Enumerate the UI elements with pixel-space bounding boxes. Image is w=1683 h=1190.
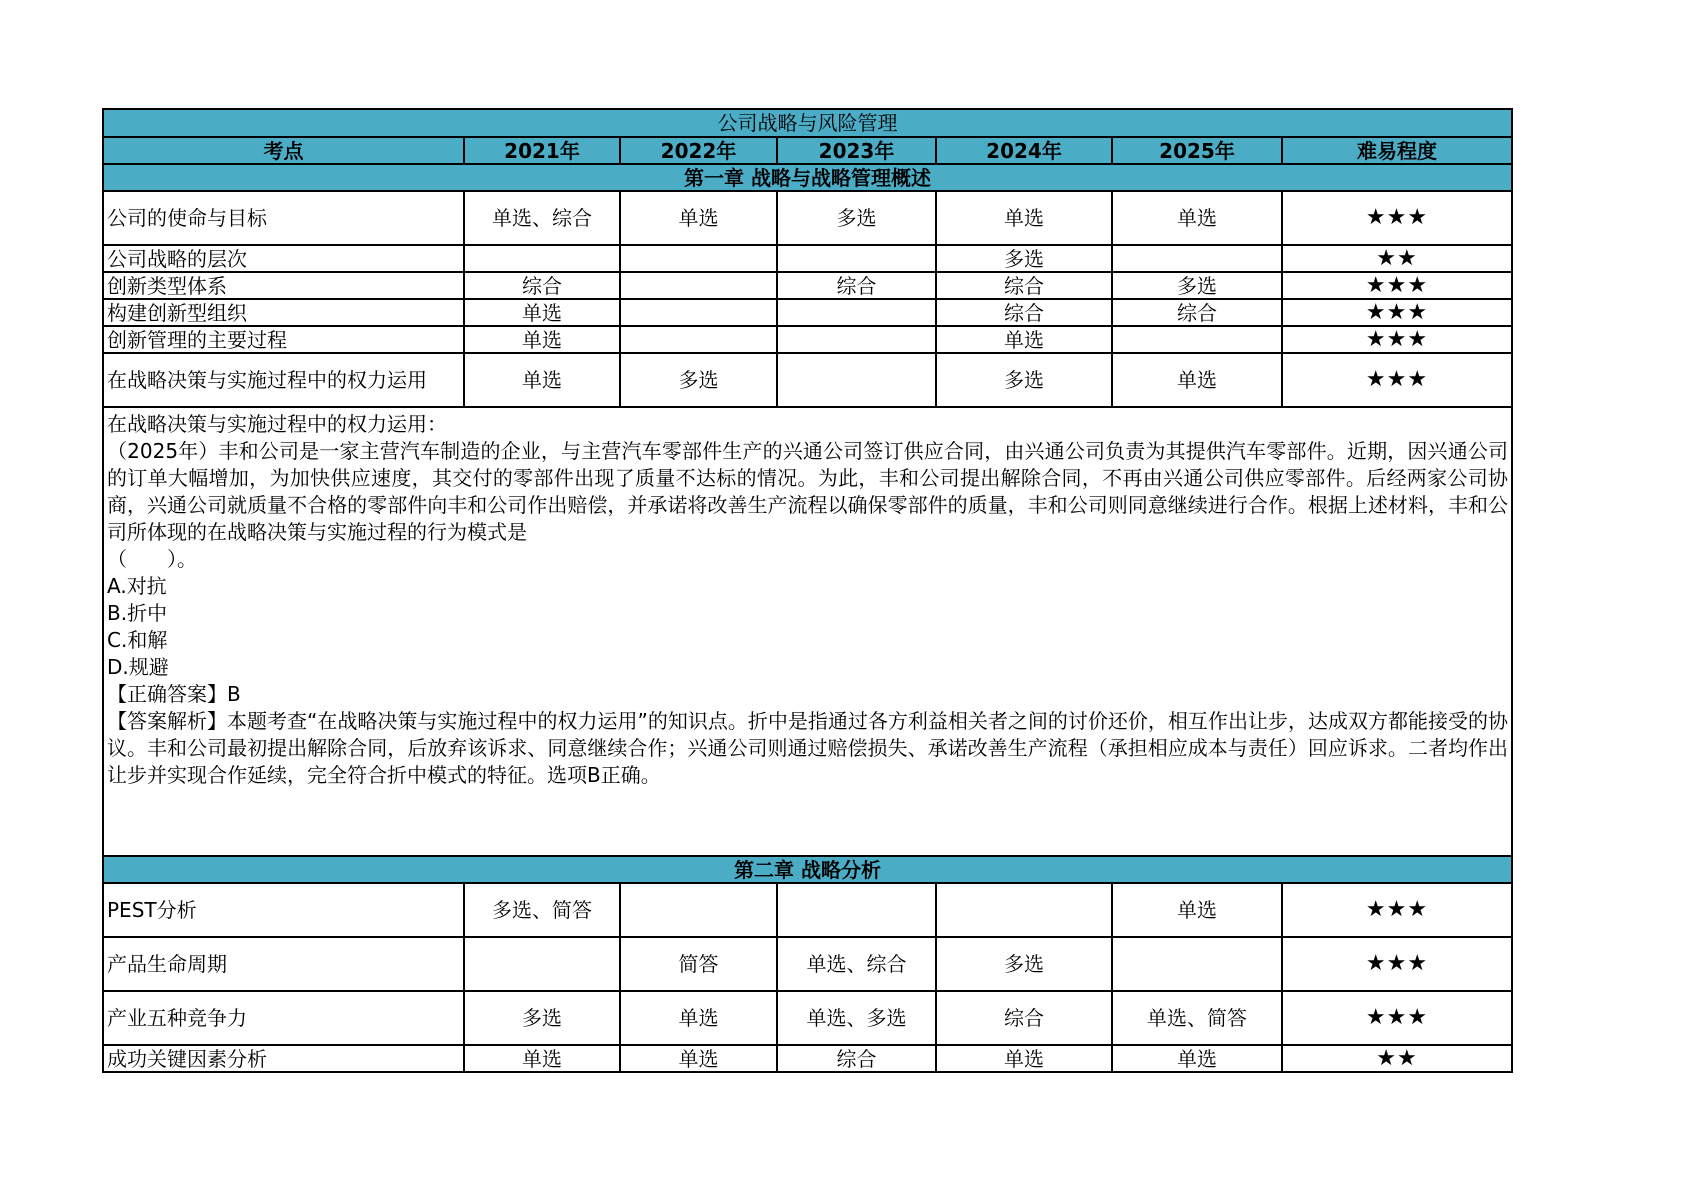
year-cell: 单选 [464,353,620,407]
table-row [103,991,1512,1045]
difficulty-stars: ★★★ [1282,191,1512,245]
year-cell: 多选 [936,353,1112,407]
year-cell: 多选 [777,191,936,245]
topic-cell: 成功关键因素分析 [103,1045,464,1072]
year-cell: 单选 [936,1045,1112,1072]
year-cell [464,937,620,991]
table-row [103,1045,1512,1072]
year-cell: 多选 [936,937,1112,991]
note-heading: 在战略决策与实施过程中的权力运用： [107,412,447,436]
year-cell: 单选 [1112,883,1282,937]
topic-cell: 创新类型体系 [103,272,464,299]
correct-answer: 【正确答案】B [107,682,241,706]
difficulty-stars: ★★★ [1282,272,1512,299]
year-cell [620,883,777,937]
topic-cell: 在战略决策与实施过程中的权力运用 [103,353,464,407]
year-cell: 综合 [1112,299,1282,326]
year-cell: 多选、简答 [464,883,620,937]
table-title: 公司战略与风险管理 [103,109,1512,137]
year-cell: 单选 [464,1045,620,1072]
year-cell: 综合 [936,272,1112,299]
exam-topic-table [102,108,1513,1073]
answer-analysis: 【答案解析】本题考查“在战略决策与实施过程中的权力运用”的知识点。折中是指通过各方利益相关者之间的讨价还价，相互作出让步，达成双方都能接受的协议。丰和公司最初提出解除合同，后放弃该诉求、同意继续合作；兴通公司则通过赔偿损失、承诺改善生产流程（承担相应成本与责任）回应诉求。二者均作出让步并实现合作延续，完全符合折中模式的特征。选项B正确。 [107,709,1508,787]
column-header-difficulty: 难易程度 [1282,137,1512,164]
chapter-2-heading: 第二章 战略分析 [103,856,1512,883]
year-cell [1112,326,1282,353]
topic-cell: 公司的使命与目标 [103,191,464,245]
difficulty-stars: ★★★ [1282,883,1512,937]
year-cell [777,883,936,937]
difficulty-stars: ★★ [1282,1045,1512,1072]
year-cell [777,326,936,353]
table-row [103,883,1512,937]
year-cell: 单选、多选 [777,991,936,1045]
year-cell: 多选 [620,353,777,407]
topic-cell: 创新管理的主要过程 [103,326,464,353]
year-cell [464,245,620,272]
chapter-1-heading: 第一章 战略与战略管理概述 [103,164,1512,191]
year-cell: 单选 [464,326,620,353]
table-row [103,937,1512,991]
question-note [103,407,1512,856]
year-cell [1112,937,1282,991]
table-row [103,353,1512,407]
column-header-2024: 2024年 [936,137,1112,164]
year-cell: 单选 [1112,191,1282,245]
year-cell [1112,245,1282,272]
year-cell [620,326,777,353]
year-cell: 综合 [777,272,936,299]
table-row [103,326,1512,353]
table-row [103,191,1512,245]
year-cell [620,245,777,272]
year-cell [777,245,936,272]
year-cell: 单选、综合 [777,937,936,991]
option-b: B.折中 [107,601,168,625]
year-cell: 多选 [1112,272,1282,299]
year-cell: 单选 [464,299,620,326]
year-cell: 综合 [777,1045,936,1072]
year-cell: 单选 [620,991,777,1045]
year-cell: 单选、简答 [1112,991,1282,1045]
topic-cell: PEST分析 [103,883,464,937]
year-cell: 单选、综合 [464,191,620,245]
year-cell: 综合 [464,272,620,299]
column-header-row [103,137,1512,164]
year-cell [936,883,1112,937]
topic-cell: 产品生命周期 [103,937,464,991]
topic-cell: 产业五种竞争力 [103,991,464,1045]
year-cell [777,299,936,326]
answer-blank: （ ）。 [107,547,197,571]
year-cell: 单选 [1112,353,1282,407]
option-a: A.对抗 [107,574,167,598]
column-header-topic: 考点 [103,137,464,164]
year-cell [777,353,936,407]
difficulty-stars: ★★★ [1282,353,1512,407]
year-cell [620,272,777,299]
table-row [103,272,1512,299]
column-header-2025: 2025年 [1112,137,1282,164]
year-cell: 综合 [936,299,1112,326]
difficulty-stars: ★★ [1282,245,1512,272]
year-cell: 多选 [936,245,1112,272]
table-row [103,299,1512,326]
column-header-2023: 2023年 [777,137,936,164]
year-cell: 单选 [1112,1045,1282,1072]
option-d: D.规避 [107,655,169,679]
table-row [103,245,1512,272]
option-c: C.和解 [107,628,168,652]
column-header-2021: 2021年 [464,137,620,164]
topic-cell: 公司战略的层次 [103,245,464,272]
difficulty-stars: ★★★ [1282,326,1512,353]
year-cell: 单选 [936,326,1112,353]
column-header-2022: 2022年 [620,137,777,164]
year-cell: 简答 [620,937,777,991]
year-cell: 单选 [620,191,777,245]
question-text: （2025年）丰和公司是一家主营汽车制造的企业，与主营汽车零部件生产的兴通公司签订供应合同，由兴通公司负责为其提供汽车零部件。近期，因兴通公司的订单大幅增加，为加快供应速度，其交付的零部件出现了质量不达标的情况。为此，丰和公司提出解除合同，不再由兴通公司供应零部件。后经两家公司协商，兴通公司就质量不合格的零部件向丰和公司作出赔偿，并承诺将改善生产流程以确保零部件的质量，丰和公司则同意继续进行合作。根据上述材料，丰和公司所体现的在战略决策与实施过程的行为模式是 [107,439,1508,544]
year-cell: 多选 [464,991,620,1045]
topic-cell: 构建创新型组织 [103,299,464,326]
year-cell: 单选 [936,191,1112,245]
difficulty-stars: ★★★ [1282,937,1512,991]
year-cell: 综合 [936,991,1112,1045]
difficulty-stars: ★★★ [1282,991,1512,1045]
difficulty-stars: ★★★ [1282,299,1512,326]
year-cell [620,299,777,326]
year-cell: 单选 [620,1045,777,1072]
